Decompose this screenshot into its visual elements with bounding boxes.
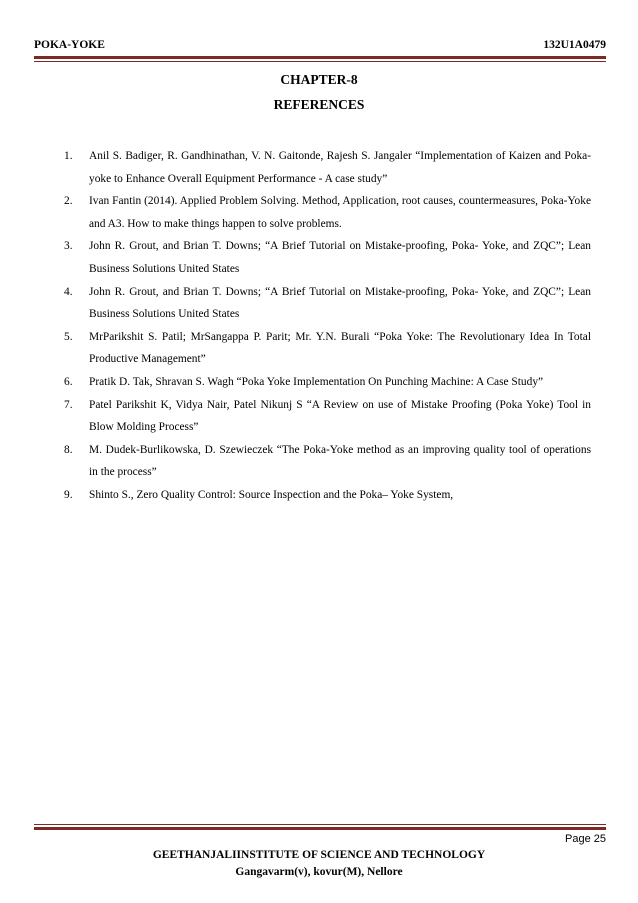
- reference-number: 9.: [64, 488, 73, 501]
- reference-text: Anil S. Badiger, R. Gandhinathan, V. N. Gaitonde, Rajesh S. Jangaler “Implementation of Kaizen and Poka-yoke to Enhance Overall Equipment Performance - A case study”: [89, 150, 591, 185]
- reference-item: [64, 484, 591, 507]
- reference-item: [64, 326, 591, 371]
- chapter-title: REFERENCES: [273, 97, 365, 112]
- header-title: POKA-YOKE: [34, 39, 105, 51]
- reference-text: John R. Grout, and Brian T. Downs; “A Brief Tutorial on Mistake-proofing, Poka- Yoke, and ZQC”; Lean Business Solutions United States: [89, 240, 591, 275]
- reference-text: M. Dudek-Burlikowska, D. Szewieczek “The Poka-Yoke method as an improving quality tool of operations in the process”: [89, 443, 591, 479]
- footer-address: Gangavarm(v), kovur(M), Nellore: [235, 866, 403, 878]
- header-roll-number: 132U1A0479: [543, 39, 606, 51]
- reference-item: [64, 145, 591, 190]
- header-rule-thin: [34, 61, 606, 62]
- reference-item: [64, 394, 591, 439]
- references-list: [64, 145, 591, 507]
- footer-rule-thin: [34, 824, 606, 825]
- reference-number: 3.: [64, 240, 73, 253]
- reference-number: 1.: [64, 150, 73, 162]
- reference-text: Pratik D. Tak, Shravan S. Wagh “Poka Yoke Implementation On Punching Machine: A Case Study”: [89, 375, 544, 388]
- reference-text: MrParikshit S. Patil; MrSangappa P. Parit; Mr. Y.N. Burali “Poka Yoke: The Revolutionary Idea In Total Productive Management”: [89, 330, 591, 366]
- reference-number: 4.: [64, 285, 73, 298]
- chapter-number: CHAPTER-8: [280, 72, 358, 87]
- reference-number: 2.: [64, 195, 73, 208]
- reference-text: Patel Parikshit K, Vidya Nair, Patel Nikunj S “A Review on use of Mistake Proofing (Poka Yoke) Tool in Blow Molding Process”: [89, 398, 591, 434]
- reference-text: Shinto S., Zero Quality Control: Source Inspection and the Poka– Yoke System,: [89, 488, 454, 501]
- footer-rule-thick: [34, 827, 606, 830]
- reference-item: [64, 281, 591, 326]
- page-header: [34, 39, 606, 55]
- header-rule-thick: [34, 56, 606, 59]
- reference-number: 7.: [64, 398, 73, 411]
- reference-number: 5.: [64, 330, 73, 343]
- reference-item: [64, 439, 591, 484]
- reference-text: Ivan Fantin (2014). Applied Problem Solving. Method, Application, root causes, countermeasures, Poka-Yoke and A3. How to make things happen to solve problems.: [89, 195, 591, 230]
- reference-item: [64, 371, 591, 394]
- reference-item: [64, 235, 591, 280]
- page-number: Page 25: [565, 833, 606, 845]
- footer-institute: GEETHANJALIINSTITUTE OF SCIENCE AND TECHNOLOGY: [152, 849, 486, 861]
- reference-item: [64, 190, 591, 235]
- reference-text: John R. Grout, and Brian T. Downs; “A Brief Tutorial on Mistake-proofing, Poka- Yoke, and ZQC”; Lean Business Solutions United States: [89, 285, 591, 321]
- reference-number: 6.: [64, 375, 73, 388]
- reference-number: 8.: [64, 443, 73, 456]
